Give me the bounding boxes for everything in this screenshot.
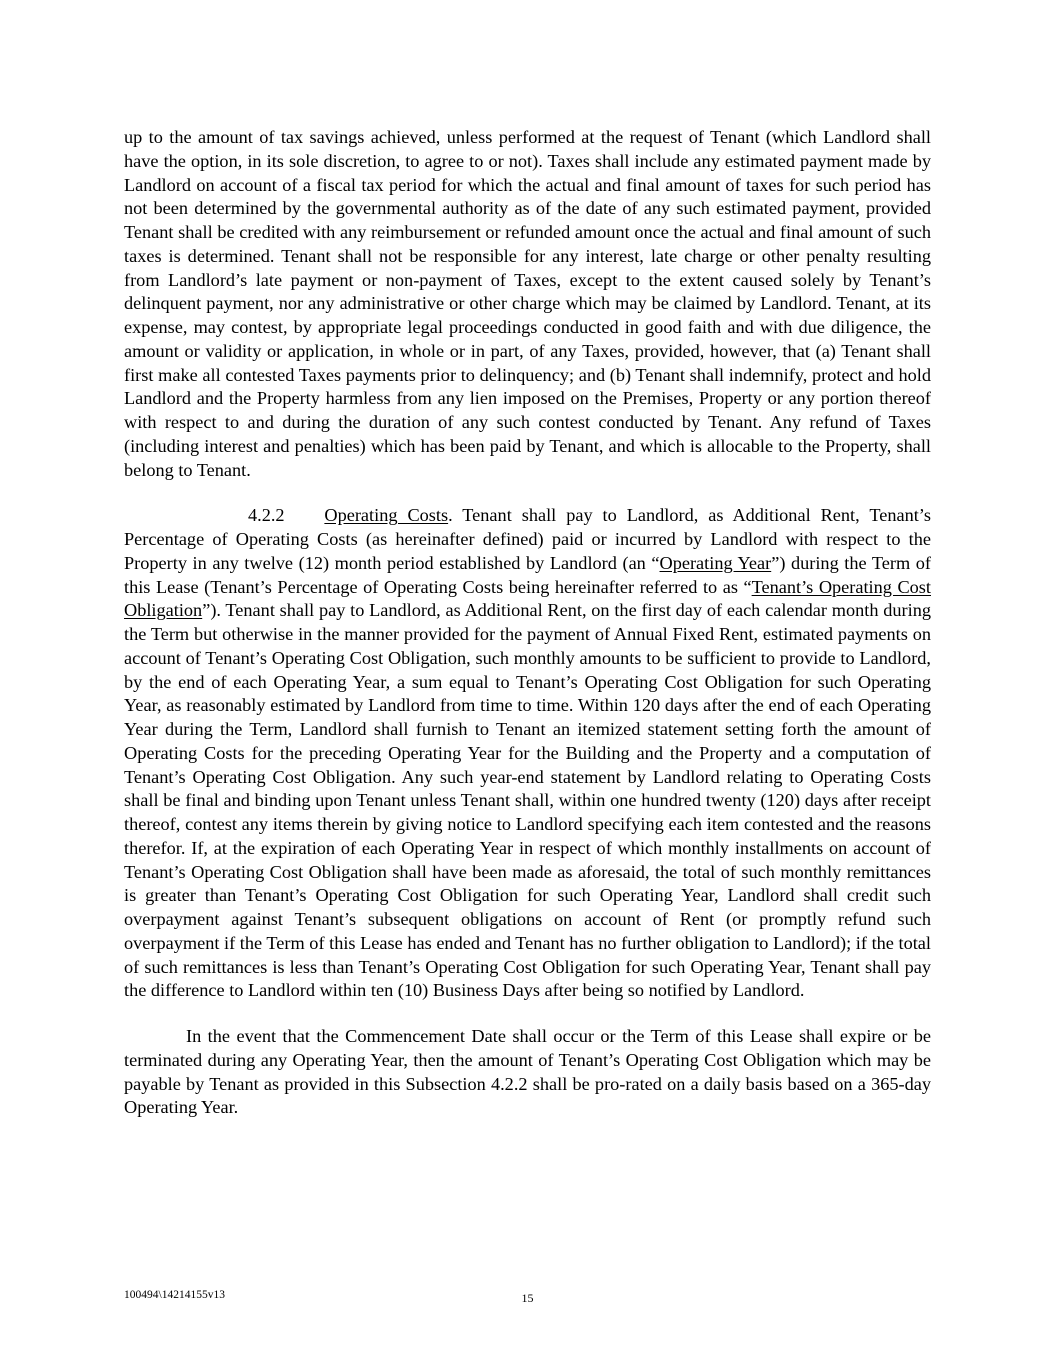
- defined-term-operating-cost-obligation: Tenant’s Operating Cost Obligation: [124, 576, 931, 621]
- section-number: 4.2.2: [248, 505, 285, 526]
- paragraph-operating-costs: [124, 504, 931, 1003]
- paragraph-text: . Tenant shall pay to Landlord, as Additional Rent, Tenant’s Percentage of Operating Costs (as hereinafter defined) paid or incurred by Landlord with respect to the Property in any twelve (12) month period established by Landlord (an “: [124, 505, 931, 573]
- paragraph-text: ”) during the Term of this Lease (Tenant’s Percentage of Operating Costs being hereinafter referred to as “: [124, 552, 931, 597]
- defined-term-operating-year: Operating Year: [659, 552, 772, 573]
- document-id: 100494\14214155v13: [124, 1289, 225, 1301]
- paragraph-proration: In the event that the Commencement Date shall occur or the Term of this Lease shall expire or be terminated during any Operating Year, then the amount of Tenant’s Operating Cost Obligation which may be payable by Tenant as provided in this Subsection 4.2.2 shall be pro-rated on a daily basis based on a 365-day Operating Year.: [124, 1026, 931, 1118]
- paragraph-taxes: up to the amount of tax savings achieved, unless performed at the request of Tenant (which Landlord shall have the option, in its sole discretion, to agree to or not). Taxes shall include any estimated payment made by Landlord on account of a fiscal tax period for which the actual and final amount of taxes for such period has not been determined by the governmental authority as of the date of any such estimated payment, provided Tenant shall be credited with any reimbursement or refunded amount once the actual and final amount of such taxes is determined. Tenant shall not be responsible for any interest, late charge or other penalty resulting from Landlord’s late payment or non-payment of Taxes, except to the extent caused solely by Tenant’s delinquent payment, nor any administrative or other charge which may be claimed by Landlord. Tenant, at its expense, may contest, by appropriate legal proceedings conducted in good faith and with due diligence, the amount or validity or application, in whole or in part, of any Taxes, provided, however, that (a) Tenant shall first make all contested Taxes payments prior to delinquency; and (b) Tenant shall indemnify, protect and hold Landlord and the Property harmless from any lien imposed on the Premises, Property or any portion thereof with respect to and during the duration of any such contest conducted by Tenant. Any refund of Taxes (including interest and penalties) which has been paid by Tenant, and which is allocable to the Property, shall belong to Tenant.: [124, 127, 931, 480]
- paragraph-text: ”). Tenant shall pay to Landlord, as Additional Rent, on the first day of each calendar month during the Term but otherwise in the manner provided for the payment of Annual Fixed Rent, estimated payments on account of Tenant’s Operating Cost Obligation, such monthly amounts to be sufficient to provide to Landlord, by the end of each Operating Year, a sum equal to Tenant’s Operating Cost Obligation for such Operating Year, as reasonably estimated by Landlord from time to time. Within 120 days after the end of each Operating Year during the Term, Landlord shall furnish to Tenant an itemized statement setting forth the amount of Operating Costs for the preceding Operating Year for the Building and the Property and a computation of Tenant’s Operating Cost Obligation. Any such year-end statement by Landlord relating to Operating Costs shall be final and binding upon Tenant unless Tenant shall, within one hundred twenty (120) days after receipt thereof, contest any items therein by giving notice to Landlord specifying each item contested and the reasons therefor. If, at the expiration of each Operating Year in respect of which monthly installments on account of Tenant’s Operating Cost Obligation shall have been made as aforesaid, the total of such monthly remittances is greater than Tenant’s Operating Cost Obligation for such Operating Year, Landlord shall credit such overpayment against Tenant’s subsequent obligations on account of Rent (or promptly refund such overpayment if the Term of this Lease has ended and Tenant has no further obligation to Landlord); if the total of such remittances is less than Tenant’s Operating Cost Obligation for such Operating Year, Tenant shall pay the difference to Landlord within ten (10) Business Days after being so notified by Landlord.: [124, 600, 931, 1001]
- document-body: [124, 126, 931, 1120]
- section-title: Operating Costs: [324, 505, 449, 526]
- page-number: 15: [521, 1291, 534, 1305]
